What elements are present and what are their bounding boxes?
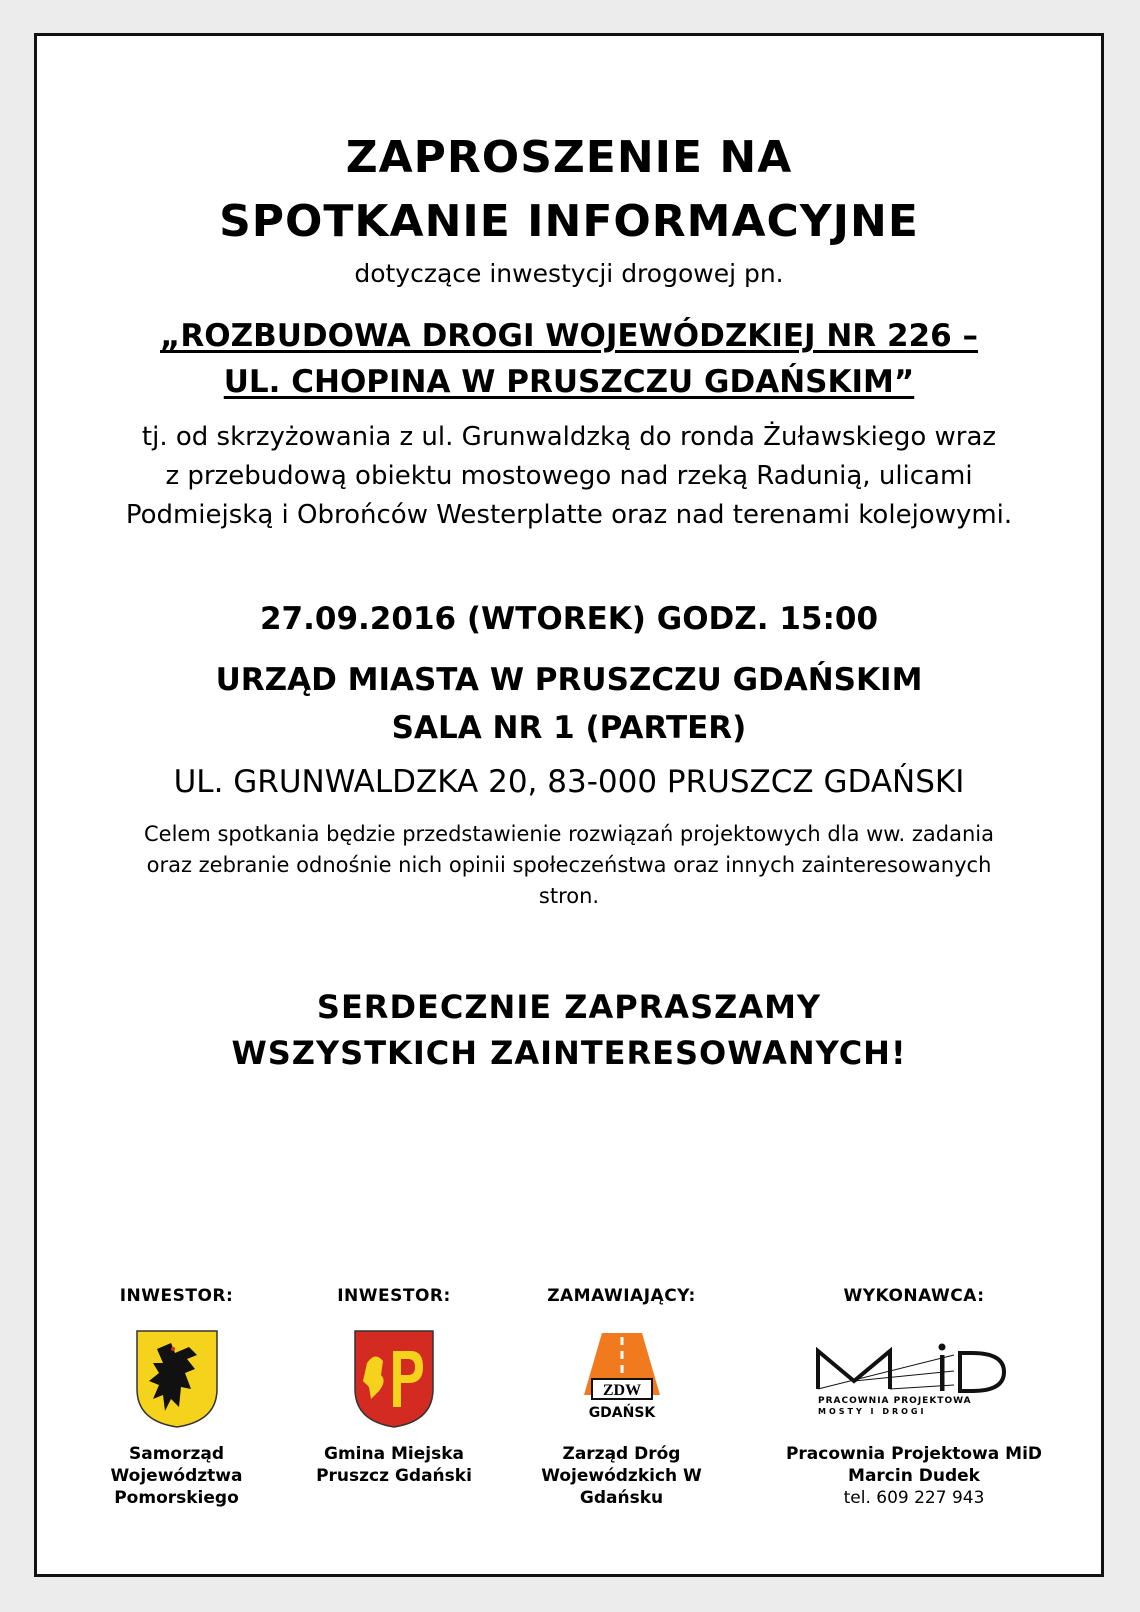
partner-role: ZAMAWIAJĄCY: bbox=[547, 1286, 696, 1306]
venue-line: SALA NR 1 (PARTER) bbox=[391, 710, 747, 746]
partner-name bbox=[59, 1443, 294, 1509]
venue-line: URZĄD MIASTA W PRUSZCZU GDAŃSKIM bbox=[215, 662, 923, 698]
partner-name-line: Gmina Miejska bbox=[324, 1444, 464, 1464]
partner-name-line: Województwa bbox=[110, 1466, 243, 1486]
partner-name-line: Samorząd bbox=[128, 1444, 225, 1464]
page-title bbox=[37, 126, 1101, 254]
partner-contracting-authority bbox=[494, 1281, 749, 1518]
zdw-logo-city: GDAŃSK bbox=[588, 1405, 655, 1421]
meeting-datetime: 27.09.2016 (WTOREK) GODZ. 15:00 bbox=[259, 601, 879, 637]
meeting-address: UL. GRUNWALDZKA 20, 83-000 PRUSZCZ GDAŃSKI bbox=[173, 764, 965, 800]
partner-name-line: Pracownia Projektowa MiD bbox=[785, 1444, 1043, 1464]
zdw-gdansk-logo-icon bbox=[574, 1329, 670, 1426]
project-name bbox=[37, 313, 1101, 405]
partner-name-line: Marcin Dudek bbox=[848, 1466, 980, 1486]
mid-design-office-logo-icon bbox=[814, 1341, 1014, 1422]
poster-frame bbox=[34, 33, 1104, 1577]
partner-name bbox=[294, 1443, 494, 1487]
partner-role: INWESTOR: bbox=[337, 1286, 451, 1306]
partner-role: WYKONAWCA: bbox=[843, 1286, 985, 1306]
invite-line: SERDECZNIE ZAPRASZAMY bbox=[316, 988, 822, 1026]
partner-name-line: Zarząd Dróg bbox=[562, 1444, 681, 1464]
title-line: SPOTKANIE INFORMACYJNE bbox=[219, 196, 919, 247]
partner-contractor bbox=[749, 1281, 1079, 1518]
partner-name bbox=[494, 1443, 749, 1509]
description-line: Podmiejską i Obrońców Westerplatte oraz nad terenami kolejowymi. bbox=[125, 500, 1013, 530]
mid-logo-text: PRACOWNIA PROJEKTOWA bbox=[818, 1396, 972, 1406]
purpose-line: oraz zebranie odnośnie nich opinii społeczeństwa oraz innych zainteresowanych bbox=[146, 853, 992, 877]
meeting-venue bbox=[37, 656, 1101, 752]
zdw-logo-text: ZDW bbox=[602, 1382, 641, 1399]
title-line: ZAPROSZENIE NA bbox=[345, 132, 793, 183]
partner-name-line: Pruszcz Gdański bbox=[316, 1466, 472, 1486]
partner-name-line: Gdańsku bbox=[579, 1488, 664, 1508]
project-description bbox=[37, 418, 1101, 535]
pomeranian-griffin-icon bbox=[135, 1329, 219, 1434]
project-line: UL. CHOPINA W PRUSZCZU GDAŃSKIM” bbox=[223, 364, 915, 400]
mid-logo-subtext: MOSTY I DROGI bbox=[818, 1407, 927, 1416]
project-line: „ROZBUDOWA DROGI WOJEWÓDZKIEJ NR 226 – bbox=[160, 318, 978, 354]
purpose-line: Celem spotkania będzie przedstawienie rozwiązań projektowych dla ww. zadania bbox=[143, 822, 995, 846]
purpose-line: stron. bbox=[538, 884, 600, 908]
partner-investor-region bbox=[59, 1281, 294, 1518]
subtitle: dotyczące inwestycji drogowej pn. bbox=[354, 259, 784, 288]
invitation-closing bbox=[37, 984, 1101, 1076]
invite-line: WSZYSTKICH ZAINTERESOWANYCH! bbox=[231, 1034, 907, 1072]
partner-investor-municipality bbox=[294, 1281, 494, 1518]
partner-phone: tel. 609 227 943 bbox=[843, 1488, 985, 1508]
partner-name bbox=[749, 1443, 1079, 1509]
description-line: tj. od skrzyżowania z ul. Grunwaldzką do ronda Żuławskiego wraz bbox=[141, 422, 997, 452]
partner-name-line: Wojewódzkich W bbox=[541, 1466, 702, 1486]
description-line: z przebudową obiektu mostowego nad rzeką Radunią, ulicami bbox=[165, 461, 973, 491]
meeting-purpose bbox=[37, 819, 1101, 912]
pruszcz-gdanski-coat-of-arms-icon bbox=[353, 1329, 435, 1434]
partner-role: INWESTOR: bbox=[119, 1286, 234, 1306]
partners-footer bbox=[59, 1281, 1079, 1518]
partner-name-line: Pomorskiego bbox=[114, 1488, 239, 1508]
